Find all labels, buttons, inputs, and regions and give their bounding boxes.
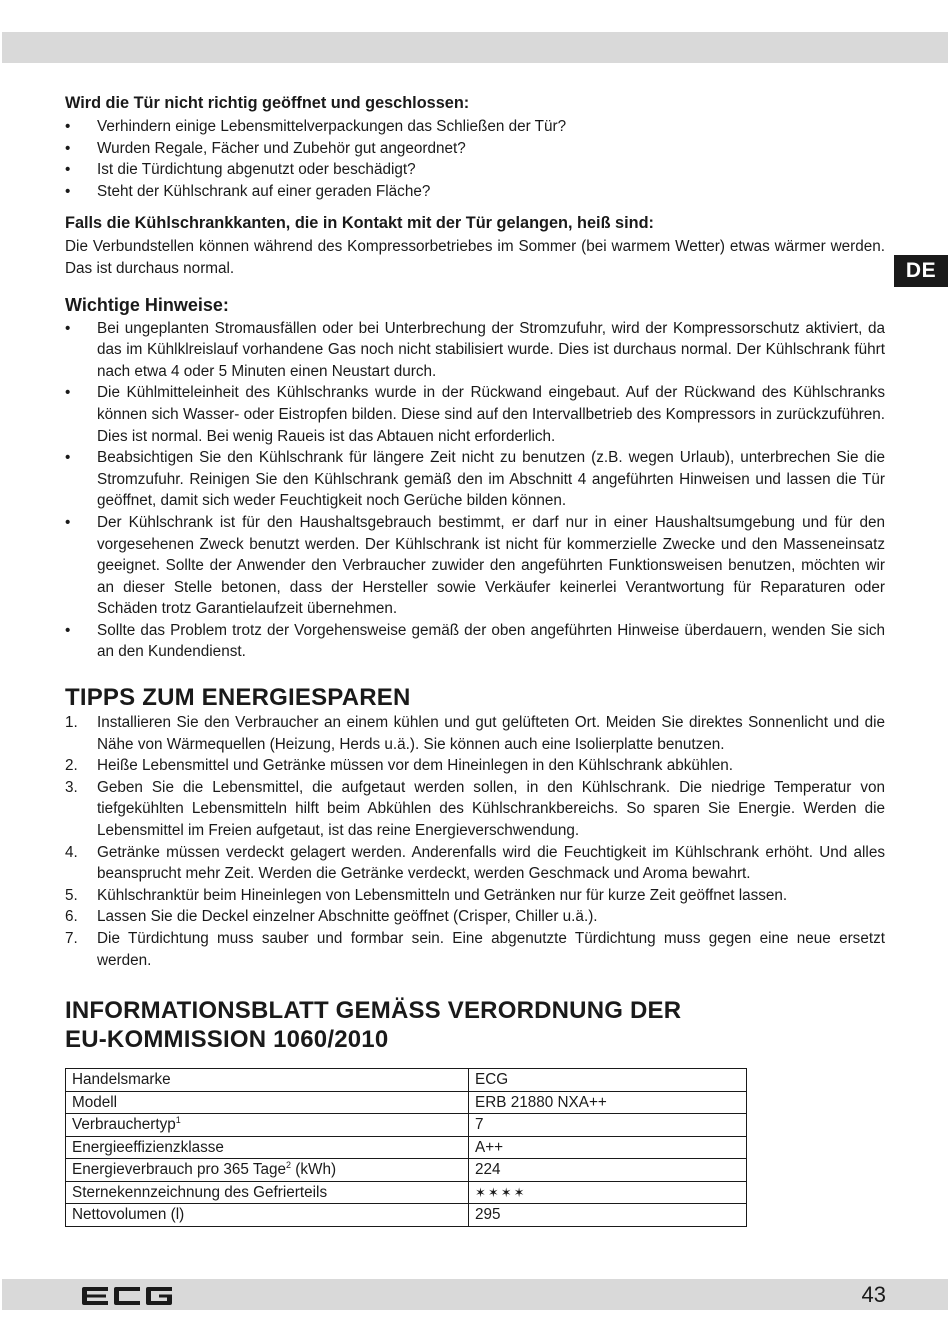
bullet-icon: • [65, 319, 71, 337]
table-cell-value: 224 [469, 1159, 747, 1182]
list-number: 5. [65, 886, 78, 904]
table-cell-value: 295 [469, 1204, 747, 1227]
list-item: 5. Kühlschranktür beim Hineinlegen von Lebensmitteln und Getränken nur für kurze Zeit geöffnet lassen. [65, 885, 885, 907]
list-number: 6. [65, 908, 78, 926]
bullet-icon: • [65, 449, 71, 467]
language-tab: DE [894, 255, 948, 287]
table-row [66, 1159, 747, 1182]
footnote-marker: 2 [286, 1160, 292, 1171]
notes-list [65, 318, 885, 664]
tips-list [65, 712, 885, 971]
list-item: • Der Kühlschrank ist für den Haushaltsgebrauch bestimmt, er darf nur in einer Haushaltsumgebung und für den vorgesehenen Zweck benutzt werden. Der Kühlschrank ist nicht für kommerzielle Zwecke und den Masseneinsatz geeignet. Sollte der Anwender den Verbraucher zuwider den angeführten Funktionsweisen benutzen, möchten wir an dieser Stelle betonen, dass der Hersteller sowie Verkäufer keinerlei Verantwortung für Reparaturen oder Schäden trotz Garantielaufzeit übernehmen. [65, 513, 885, 618]
list-item: • Ist die Türdichtung abgenutzt oder beschädigt? [65, 159, 885, 181]
list-number: 3. [65, 778, 78, 796]
page-number: 43 [861, 1282, 886, 1307]
info-table [65, 1068, 747, 1227]
info-heading-line1: INFORMATIONSBLATT GEMÄSS VERORDNUNG DER [65, 997, 682, 1025]
list-item: • Die Kühlmitteleinheit des Kühlschranks wurde in der Rückwand eingebaut. Auf der Rückwand des Kühlschranks können sich Wasser- oder Eistropfen bilden. Diese sind auf den Intervallbetrieb des Kompressors in zurückzuführen. Dies ist normal. Bei wenig Raueis ist das Abtauen nicht erforderlich. [65, 384, 885, 445]
bullet-icon: • [65, 513, 71, 531]
list-item: • Steht der Kühlschrank auf einer geraden Fläche? [65, 181, 885, 203]
list-item: • Bei ungeplanten Stromausfällen oder bei Unterbrechung der Stromzufuhr, wird der Kompressorschutz aktiviert, da das im Kühlklreislauf vorhandene Gas noch nicht stabilisiert wurde. Dies ist durchaus normal. Der Kühlschrank führt nach etwa 4 oder 5 Minuten einen Neustart durch. [65, 319, 885, 380]
table-cell-label: Handelsmarke [66, 1069, 469, 1092]
table-row [66, 1069, 747, 1092]
table-cell-label: Energieverbrauch pro 365 Tage$^2$ (kWh) [66, 1159, 469, 1182]
table-row [66, 1204, 747, 1227]
list-item: • Beabsichtigen Sie den Kühlschrank für längere Zeit nicht zu benutzen (z.B. wegen Urlaub), unterbrechen Sie die Stromzufuhr. Reinigen Sie den Kühlschrank gemäß den im Abschnitt 4 angeführten Hinweisen und lassen die Tür geöffnet, damit sich weder Feuchtigkeit noch Gerüche bilden können. [65, 449, 885, 510]
table-cell-value: ERB 21880 NXA++ [469, 1091, 747, 1114]
edges-heading: Falls die Kühlschrankkanten, die in Kontakt mit der Tür gelangen, heiß sind: [65, 214, 654, 233]
list-item: • Wurden Regale, Fächer und Zubehör gut angeordnet? [65, 138, 885, 160]
list-number: 7. [65, 930, 78, 947]
door-heading: Wird die Tür nicht richtig geöffnet und geschlossen: [65, 94, 470, 112]
bullet-icon: • [65, 621, 71, 639]
table-row [66, 1136, 747, 1159]
edges-text: Die Verbundstellen können während des Kompressorbetriebes im Sommer (bei warmem Wetter) etwas wärmer werden. Das ist durchaus normal. [65, 238, 885, 277]
table-cell-value: 7 [469, 1114, 747, 1137]
top-bar [2, 32, 948, 63]
table-cell-value: A++ [469, 1136, 747, 1159]
bullet-icon: • [65, 139, 71, 157]
info-heading-line2: EU-KOMMISSION 1060/2010 [65, 1026, 389, 1054]
list-number: 2. [65, 757, 78, 775]
table-cell-label: Energieeffizienzklasse [66, 1136, 469, 1159]
page-content [65, 92, 885, 1227]
list-item: 1. Installieren Sie den Verbraucher an einem kühlen und gut gelüfteten Ort. Meiden Sie direktes Sonnenlicht und die Nähe von Wärmequellen (Heizung, Herds u.ä.). Sie können auch eine Isolierplatte benutzen. [65, 714, 885, 753]
list-item: 7. Die Türdichtung muss sauber und formbar sein. Eine abgenutzte Türdichtung muss gegen eine neue ersetzt werden. [65, 930, 885, 969]
ecg-logo [80, 1285, 174, 1307]
list-item: 6. Lassen Sie die Deckel einzelner Abschnitte geöffnet (Crisper, Chiller u.ä.). [65, 906, 885, 928]
notes-heading: Wichtige Hinweise: [65, 294, 229, 315]
table-row [66, 1181, 747, 1204]
bullet-icon: • [65, 161, 71, 179]
bullet-icon: • [65, 118, 71, 135]
list-item: 4. Getränke müssen verdeckt gelagert werden. Anderenfalls wird die Feuchtigkeit im Kühlschrank erhöht. Und alles beansprucht mehr Zeit. Werden die Getränke verdeckt, werden Geschmack und Aroma bewahrt. [65, 843, 885, 883]
table-row [66, 1091, 747, 1114]
bullet-icon: • [65, 384, 71, 402]
star-rating: ✶✶✶✶ [469, 1181, 747, 1204]
list-item: • Sollte das Problem trotz der Vorgehensweise gemäß der oben angeführten Hinweise überdauern, wenden Sie sich an den Kundendienst. [65, 621, 885, 661]
info-heading [65, 996, 885, 1054]
list-number: 4. [65, 843, 78, 861]
table-row [66, 1114, 747, 1137]
table-cell-label: Verbrauchertyp$^1$ [66, 1114, 469, 1137]
table-cell-label: Nettovolumen (l) [66, 1204, 469, 1227]
table-cell-label: Modell [66, 1091, 469, 1114]
footnote-marker: 1 [175, 1115, 181, 1126]
tips-heading: TIPPS ZUM ENERGIESPAREN [65, 684, 411, 712]
table-cell-value: ECG [469, 1069, 747, 1092]
list-number: 1. [65, 714, 78, 732]
list-item: 3. Geben Sie die Lebensmittel, die aufgetaut werden sollen, in den Kühlschrank. Die niedrige Temperatur von tiefgekühlten Lebensmitteln hilft beim Abkühlen des Kühlschrankbereichs. So sparen Sie Energie. Werden die Lebensmittel im Freien aufgetaut, ist das reine Energieverschwendung. [65, 778, 885, 840]
list-item: 2. Heiße Lebensmittel und Getränke müssen vor dem Hineinlegen in den Kühlschrank abkühlen. [65, 755, 885, 777]
table-cell-label: Sternekennzeichnung des Gefrierteils [66, 1181, 469, 1204]
door-list [65, 116, 885, 202]
bullet-icon: • [65, 182, 71, 200]
list-item: • Verhindern einige Lebensmittelverpackungen das Schließen der Tür? [65, 116, 885, 138]
